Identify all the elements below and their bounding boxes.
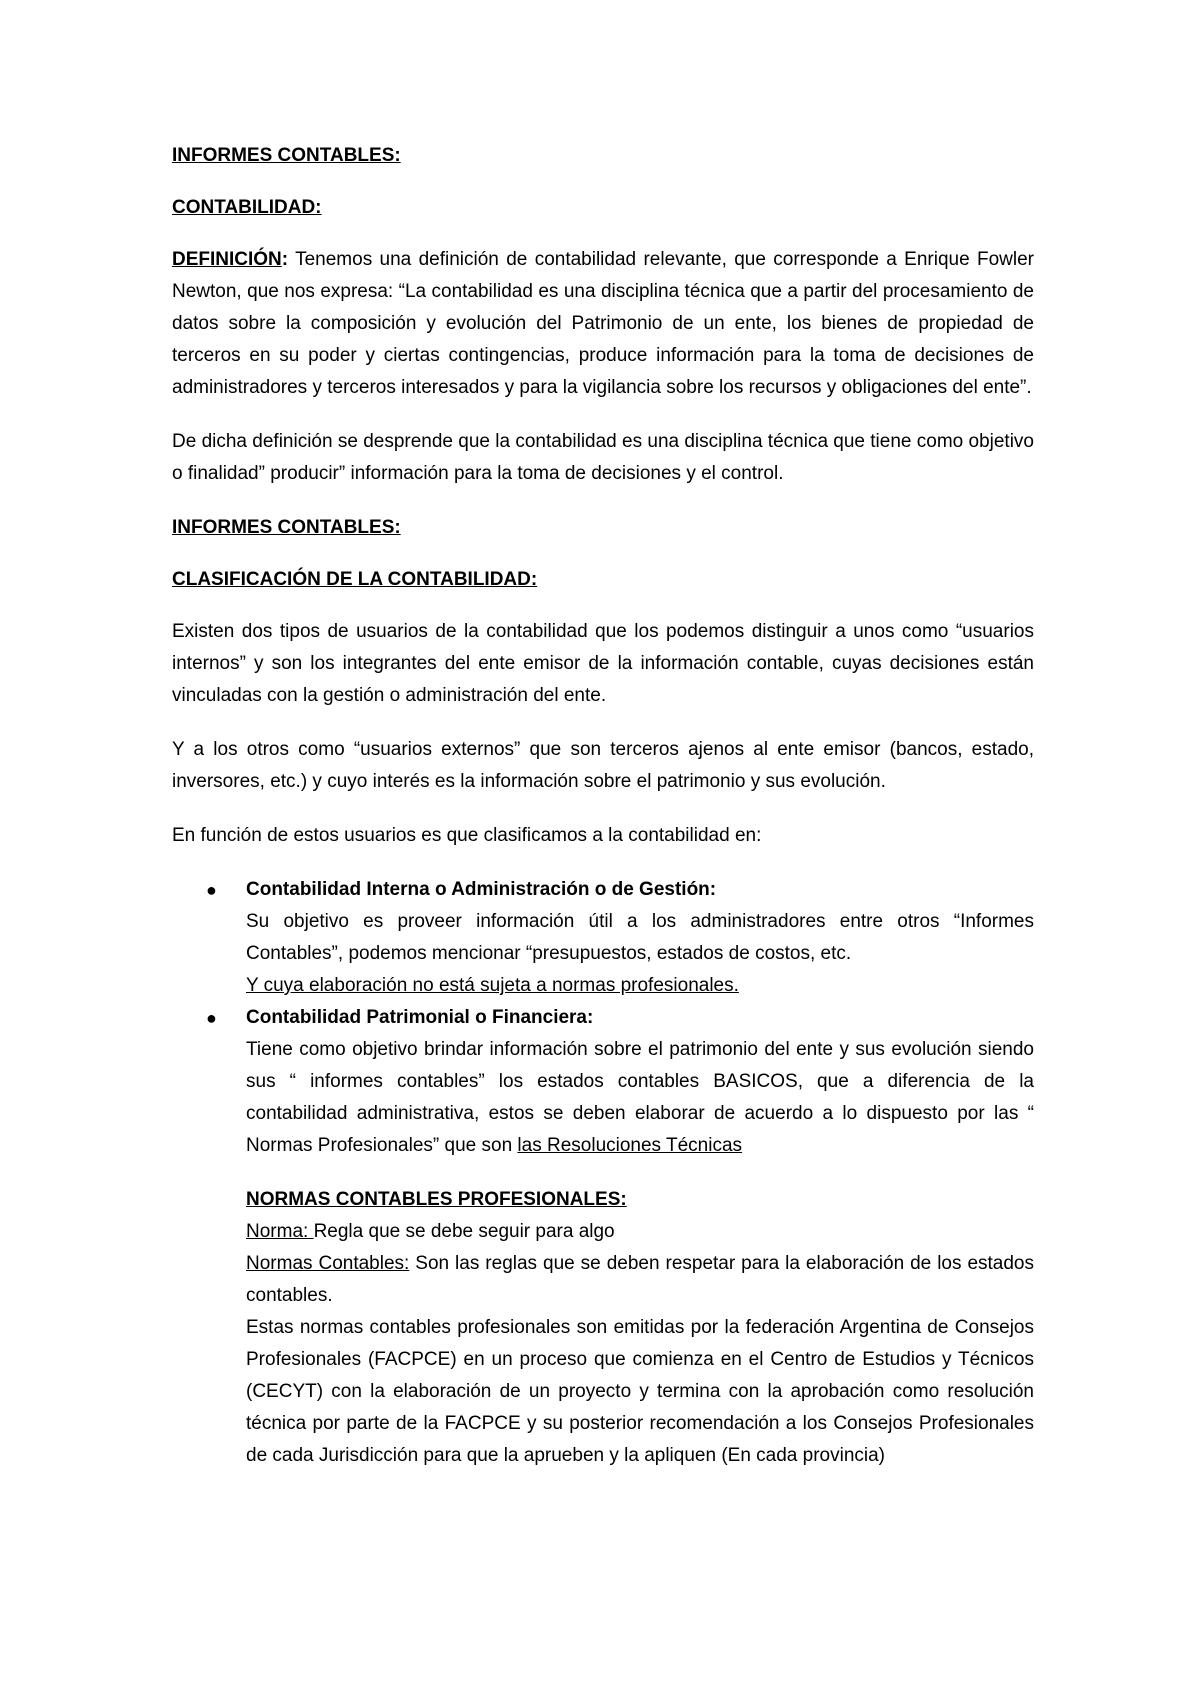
section-title-informes-contables: INFORMES CONTABLES: (172, 145, 401, 166)
bullet-icon: ● (206, 1008, 217, 1028)
list-item (172, 1002, 1034, 1162)
definicion-text: Tenemos una definición de contabilidad relevante, que corresponde a Enrique Fowler Newton, que nos expresa: “La contabilidad es una disciplina técnica que a partir del procesamiento de datos sobre la composición y evolución del Patrimonio de un ente, los bienes de propiedad de terceros en su poder y ciertas contingencias, produce información para la toma de decisiones de administradores y terceros interesados y para la vigilancia sobre los recursos y obligaciones del ente”. (172, 249, 1034, 398)
list-item (172, 874, 1034, 1002)
list-item-title: Contabilidad Interna o Administración o de Gestión: (246, 879, 717, 900)
list-item-underlined: Y cuya elaboración no está sujeta a normas profesionales. (246, 975, 739, 996)
paragraph-definicion-derivada: De dicha definición se desprende que la contabilidad es una disciplina técnica que tiene como objetivo o finalidad” producir” información para la toma de decisiones y el control. (172, 431, 1034, 484)
list-item-underlined: las Resoluciones Técnicas (517, 1135, 743, 1156)
bullet-icon: ● (206, 880, 217, 900)
list-item-text: Tiene como objetivo brindar información sobre el patrimonio del ente y sus evolución siendo sus “ informes contables” los estados contables BASICOS, que a diferencia de la contabilidad administrativa, estos se deben elaborar de acuerdo a lo dispuesto por las “ Normas Profesionales” que son las Resoluciones Técnicas (246, 1039, 1034, 1156)
section-title-informes-contables-2: INFORMES CONTABLES: (172, 517, 401, 538)
normas-section (172, 1184, 1034, 1472)
clasificacion-list (172, 874, 1034, 1162)
definicion-paragraph: DEFINICIÓN: Tenemos una definición de contabilidad relevante, que corresponde a Enrique Fowler Newton, que nos expresa: “La contabilidad es una disciplina técnica que a partir del procesamiento de datos sobre la composición y evolución del Patrimonio de un ente, los bienes de propiedad de terceros en su poder y ciertas contingencias, produce información para la toma de decisiones de administradores y terceros interesados y para la vigilancia sobre los recursos y obligaciones del ente”. (172, 249, 1034, 398)
normas-paragraph: Estas normas contables profesionales son emitidas por la federación Argentina de Consejos Profesionales (FACPCE) en un proceso que comienza en el Centro de Estudios y Técnicos (CECYT) con la elaboración de un proyecto y termina con la aprobación como resolución técnica por parte de la FACPCE y su posterior recomendación a los Consejos Profesionales de cada Jurisdicción para que la aprueben y la apliquen (En cada provincia) (246, 1317, 1034, 1466)
list-item-text: Su objetivo es proveer información útil a los administradores entre otros “Informes Contables”, podemos mencionar “presupuestos, estados de costos, etc. (246, 911, 1034, 964)
document-content (172, 140, 1034, 1472)
section-subtitle-contabilidad: CONTABILIDAD: (172, 197, 322, 218)
normas-title: NORMAS CONTABLES PROFESIONALES: (246, 1189, 627, 1210)
definicion-label: DEFINICIÓN (172, 249, 282, 270)
paragraph-clasificacion-intro: En función de estos usuarios es que clasificamos a la contabilidad en: (172, 825, 762, 846)
list-item-title: Contabilidad Patrimonial o Financiera: (246, 1007, 594, 1028)
norma-definition: Norma: Regla que se debe seguir para algo (246, 1221, 615, 1242)
paragraph-usuarios-internos: Existen dos tipos de usuarios de la contabilidad que los podemos distinguir a unos como “usuarios internos” y son los integrantes del ente emisor de la información contable, cuyas decisiones están vinculadas con la gestión o administración del ente. (172, 621, 1034, 706)
section-subtitle-clasificacion: CLASIFICACIÓN DE LA CONTABILIDAD: (172, 569, 538, 590)
normas-contables-definition: Normas Contables: Son las reglas que se deben respetar para la elaboración de los estados contables. (246, 1253, 1034, 1306)
paragraph-usuarios-externos: Y a los otros como “usuarios externos” que son terceros ajenos al ente emisor (bancos, estado, inversores, etc.) y cuyo interés es la información sobre el patrimonio y sus evolución. (172, 739, 1034, 792)
